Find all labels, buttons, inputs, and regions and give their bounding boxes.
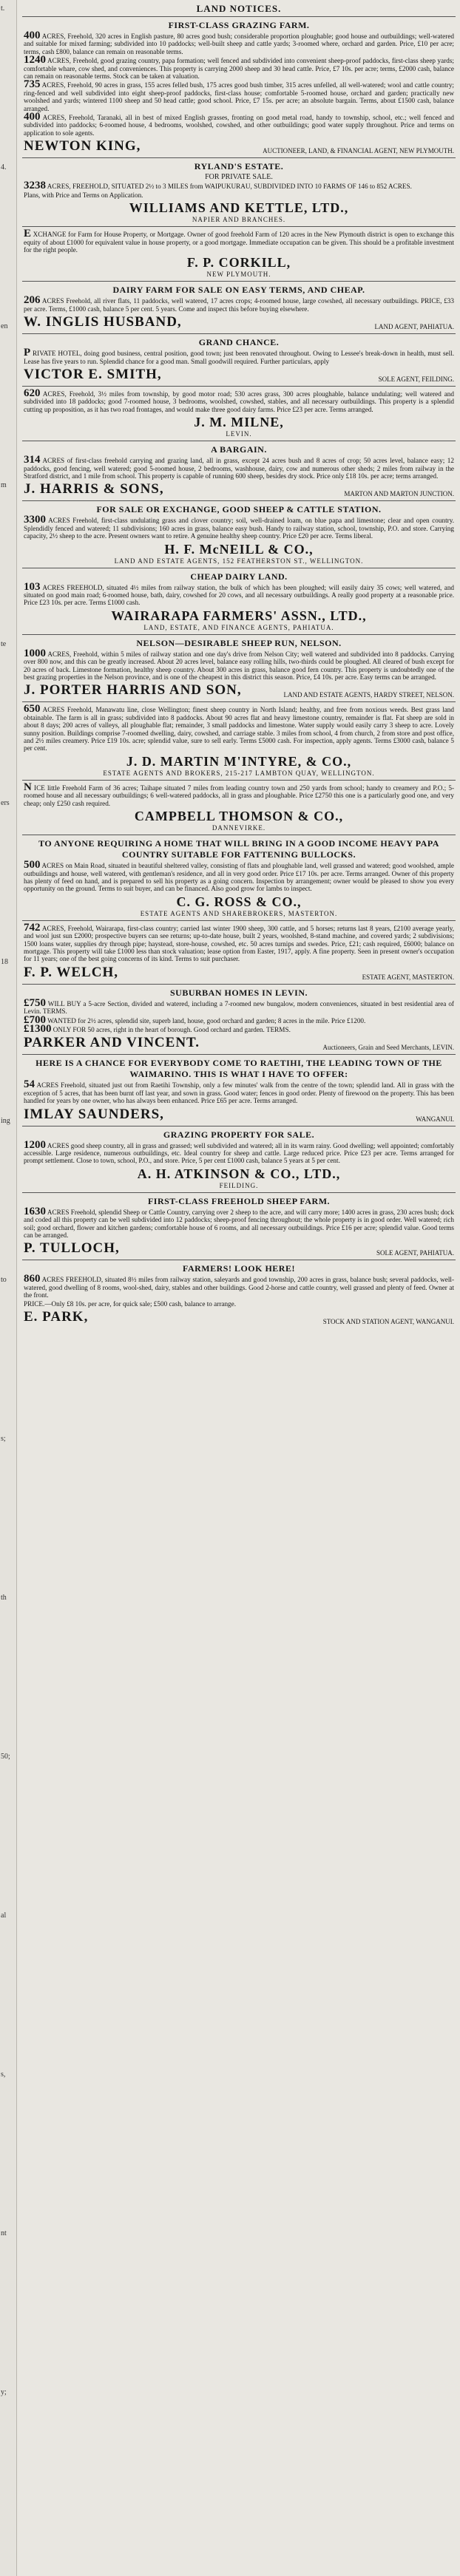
advertisement: [22, 500, 456, 567]
agent-signature: [24, 1035, 454, 1051]
ad-paragraph: [24, 705, 454, 752]
agent-name: J. HARRIS & SONS,: [24, 481, 164, 497]
advertisement: [22, 16, 456, 157]
agent-firm: J. D. MARTIN M'INTYRE, & CO.,: [126, 753, 352, 769]
adjacent-column-fragments: [0, 0, 17, 2576]
section-title: LAND NOTICES.: [196, 3, 282, 14]
agent-name: PARKER AND VINCENT.: [24, 1035, 200, 1051]
ad-heading: FIRST-CLASS FREEHOLD SHEEP FARM.: [147, 1195, 331, 1206]
advertisement: [22, 1054, 456, 1125]
ad-lead-figure: 1240: [24, 54, 46, 67]
advertisement: [22, 568, 456, 634]
ad-heading: HERE IS A CHANCE FOR EVERYBODY COME TO RAETIHI, THE LEADING TOWN OF THE WAIMARINO. THIS IS WHAT I HAVE TO OFFER:: [35, 1058, 442, 1080]
ad-body-text: ACRES Freehold, Manawatu line, close Wellington; finest sheep country in North Island; healthy, and free from noxious weeds. Best grass land obtainable. The farm is all in grass; subdivided into 8 paddocks. About 90 acres flat and heavy limestone country, remainder is flat. Fat sheep are sold in about 8 days; 200 acres of valleys, all ploughable flat; remainder, 3 small paddocks and limestone. Water supply would easily carry 3 sheep to acre. Lovely sunny position. Buildings comprise 7-roomed dwelling, dairy, cowshed, and carriage stable. 3 miles from school, 4 from church, 2 from store and post office, and 2½ miles creamery. Price £19 10s. acre; splendid value, sure to sell early. Terms £5000 cash. For inspection, apply agents. Terms £3000 cash, balance 5 per cent.: [24, 706, 454, 752]
ad-body-text: ACRES Freehold, splendid Sheep or Cattle Country, carrying over 2 sheep to the acre, and will carry more; 1400 acres in grass, 230 acres bush; dock and coded all this property can be well subdivided into 12 paddocks; sheep-proof fencing throughout; the whole property is in good order. Well watered; rich soil; good orchard, flower and kitchen gardens; comfortable house of 6 rooms, and all necessary outbuildings. Price £16 per acre; splendid value. Good terms can be arranged.: [24, 1208, 454, 1240]
ad-heading: A BARGAIN.: [211, 444, 267, 455]
agent-role: ESTATE AGENT, MASTERTON.: [362, 973, 454, 981]
ad-lead-figure: 103: [24, 580, 41, 593]
ad-paragraph: [24, 1300, 454, 1308]
ad-heading: DAIRY FARM FOR SALE ON EASY TERMS, AND CHEAP.: [112, 285, 365, 296]
ad-body-text: ACRES Freehold, first-class undulating grass and clover country; soil, well-drained loam, on blue papa and limestone; clear and open country. Splendidly fenced and watered; 11 subdivisions; 160 acres in grass, balance easy bush. Handy to railway station, school, township, P.O. and store. Carrying capacity, 2½ sheep to the acre. Present owners want to retire. A genuine healthy sheep country. Price £20 per acre. Terms liberal.: [24, 517, 454, 540]
ad-paragraph: [24, 56, 454, 80]
ad-body-text: ACRES Freehold, all river flats, 11 paddocks, well watered, 17 acres crops; 4-roomed house, large cowshed, all necessary outbuildings. PRICE, £33 per acre. Terms, £1000 cash, balance 5 per cent. 5 years. Come and inspect this before buying elsewhere.: [24, 297, 454, 313]
ad-paragraph: [24, 32, 454, 55]
ad-heading: RYLAND'S ESTATE.: [194, 161, 284, 172]
ad-heading: FOR SALE OR EXCHANGE, GOOD SHEEP & CATTLE STATION.: [96, 504, 382, 515]
ad-body-text: ACRES, Freehold, 320 acres in English pasture, 80 acres good bush; considerable proportion ploughable; good house and outbuildings; well-watered and suitable for mixed farming; subdivided into 10 paddocks; well-built sheep and cattle yards; 3-roomed where, orchard and garden. Price, £10 per acre; terms, cash £800, balance can remain on reasonable terms.: [24, 33, 454, 55]
agent-role: MARTON AND MARTON JUNCTION.: [344, 490, 454, 498]
agent-name: F. P. WELCH,: [24, 964, 118, 980]
agent-name: J. PORTER HARRIS AND SON,: [24, 682, 242, 699]
margin-fragment: ing: [1, 1117, 10, 1125]
agent-signature: [24, 682, 454, 699]
margin-fragment: t.: [1, 4, 5, 13]
ad-lead-figure: 620: [24, 387, 41, 399]
ad-body-text: ICE little Freehold Farm of 36 acres; Taihape situated 7 miles from leading country town and 250 yards from school; handy to creamery and P.O.; 5-roomed house and all necessary outbuildings; 6 well-watered paddocks, all in grass and ploughable. Price £2750 this one is a particularly good one, and very cheap; only £250 cash required.: [24, 784, 455, 807]
ad-paragraph: [24, 1275, 454, 1299]
agent-location: LAND, ESTATE, AND FINANCE AGENTS, PAHIATUA.: [143, 623, 334, 631]
agent-role: SOLE AGENT, FEILDING.: [378, 375, 454, 383]
agent-firm: WILLIAMS AND KETTLE, LTD.,: [129, 200, 349, 216]
agent-signature: [24, 367, 454, 383]
margin-fragment: to: [1, 1276, 7, 1284]
advertisement: [22, 441, 456, 500]
ad-body-text: WILL BUY a 5-acre Section, divided and watered, including a 7-roomed new bungalow, modern conveniences, situated in best residential area of Levin. TERMS.: [24, 999, 454, 1016]
ad-paragraph: [24, 113, 454, 137]
ad-body-text: ACRES, Freehold, 3½ miles from township, by good motor road; 530 acres grass, 300 acres ploughable, balance undulating; well watered and subdivided into 18 paddocks; good 7-roomed house, 3 bedrooms, woolshed, cowshed, stables, and all necessary outbuildings. This property is a splendid cutting up proposition, as it has two road frontages, and would make three good dairy farms. Price £23 per acre. Terms arranged.: [24, 390, 454, 413]
ad-body-text: ACRES, Freehold, Taranaki, all in best of mixed English grasses, fronting on good metal road, handy to township, school, etc.; well fenced and subdivided into paddocks; 6-roomed house, 4 bedrooms, woolshed, cowshed, and other outbuildings; good water supply throughout. Price and terms on application to sole agents.: [24, 114, 454, 137]
ad-paragraph: [24, 781, 455, 807]
ad-paragraph: [24, 230, 454, 254]
ad-body-text: PRICE.—Only £8 10s. per acre, for quick sale; £500 cash, balance to arrange.: [24, 1299, 237, 1308]
margin-fragment: en: [1, 322, 8, 330]
ad-paragraph: [24, 387, 454, 413]
ad-lead-figure: P: [24, 347, 31, 359]
agent-location: FEILDING.: [219, 1181, 259, 1189]
ad-heading: TO ANYONE REQUIRING A HOME THAT WILL BRING IN A GOOD INCOME HEAVY PAPA COUNTRY SUITABLE FOR FATTENING BULLOCKS.: [38, 838, 439, 860]
agent-location: ESTATE AGENTS AND BROKERS, 215-217 LAMBTON QUAY, WELLINGTON.: [103, 769, 375, 777]
ad-body-text: ACRES, FREEHOLD, SITUATED 2½ to 3 MILES from WAIPUKURAU, SUBDIVIDED INTO 10 FARMS OF 146 to 852 ACRES.: [47, 183, 412, 191]
ad-paragraph: [24, 647, 454, 682]
ad-body-text: ACRES, Freehold, 90 acres in grass, 155 acres felled bush, 175 acres good bush timber, 315 acres unfelled, all well-watered; wool and cattle country; ring-fenced and well subdivided into eight sheep-proof paddocks, first-class house; comfortable 5-roomed house, orchard and garden; practically new woolshed and yards; wintered 1100 sheep and 50 head cattle; good school. Price, £7 15s. per acre; an absolute bargain. Terms, about £1500 cash, balance arranged.: [24, 81, 454, 112]
agent-firm: WAIRARAPA FARMERS' ASSN., LTD.,: [111, 608, 367, 623]
agent-role: Auctioneers, Grain and Seed Merchants, LEVIN.: [322, 1044, 454, 1052]
agent-location: LAND AND ESTATE AGENTS, 152 FEATHERSTON ST., WELLINGTON.: [114, 557, 364, 565]
ad-body-text: ACRES FREEHOLD, situated 8½ miles from railway station, saleyards and good township, 200 acres in grass, balance bush; several paddocks, well-watered, good dwelling of 8 rooms, wool-shed, dairy, stables and other buildings. Good 2-horse and cattle country, well grassed and plenty of feed. Owner at the front.: [24, 1276, 454, 1299]
ad-paragraph: [24, 78, 454, 112]
ad-lead-figure: 735: [24, 78, 41, 91]
ad-paragraph: [24, 516, 454, 540]
ad-lead-figure: £750: [24, 996, 46, 1009]
ad-body-text: ACRES good sheep country, all in grass and grassed; well subdivided and watered; all in its warm rainy. Good dwelling; well appointed; comfortably accessible. Large residence, numerous outbuildings, etc. Ideal country for sheep and cattle. Large reduced price. Price £23 per acre. Terms arranged for prompt settlement. Close to town, school, P.O., and store. Price, 5 per cent £1000 cash, balance 5 years at 5 per cent.: [24, 1141, 454, 1165]
advertisement: [22, 701, 456, 779]
agent-firm: CAMPBELL THOMSON & CO.,: [134, 809, 344, 824]
agent-firm: H. F. McNEILL & CO.,: [164, 541, 314, 557]
advertisement-list: [22, 16, 456, 1328]
ad-paragraph: [24, 921, 454, 963]
agent-location: NEW PLYMOUTH.: [206, 271, 271, 279]
ad-heading: SUBURBAN HOMES IN LEVIN.: [169, 987, 308, 998]
ad-lead-figure: 206: [24, 294, 41, 307]
agent-location: LEVIN.: [226, 430, 252, 438]
advertisement: [22, 226, 456, 281]
ad-body-text: Plans, with Price and Terms on Application.: [24, 191, 143, 199]
margin-fragment: 18: [1, 958, 8, 966]
ad-lead-figure: £700: [24, 1013, 46, 1026]
agent-location: NAPIER AND BRANCHES.: [192, 216, 286, 224]
agent-role: WANGANUI.: [416, 1115, 454, 1123]
agent-firm: A. H. ATKINSON & CO., LTD.,: [137, 1166, 341, 1181]
ad-paragraph: [24, 456, 454, 480]
ad-paragraph: [24, 1013, 454, 1026]
ad-paragraph: [24, 1022, 454, 1035]
agent-role: STOCK AND STATION AGENT, WANGANUI.: [322, 1318, 454, 1326]
margin-fragment: th: [1, 1594, 7, 1602]
ad-body-text: ACRES, Freehold, Wairarapa, first-class country; carried last winter 1900 sheep, 300 cattle, and 5 horses; returns last 8 years, £2100 average yearly, and wool just sun £2000; prospective buyers can see returns; up-to-date house, built 2 years, woolshed, 8-stand machine, and covered yards; 2 subdivisions; 1500 loans water, supplies dry through pipe; haystead, store-house, cowshed, etc. 50 acres turnips and swedes. Price, £21; cash required, £6000; balance on mortgage. This property will take £1000 less than stock valuation; lease option from Easter, 1917, apply. A fine property. Seen in present owner's occupation for 11 years; one of the best going concerns of its kind. Terms to suit purchaser.: [24, 924, 454, 963]
agent-signature: [24, 1240, 454, 1257]
agent-location: DANNEVIRKE.: [212, 824, 266, 832]
advertisement: [22, 1192, 456, 1260]
ad-paragraph: [24, 296, 454, 313]
margin-fragment: nt: [1, 2229, 7, 2237]
ad-body-text: XCHANGE for Farm for House Property, or Mortgage. Owner of good freehold Farm of 120 acres in the New Plymouth district is open to exchange this equity of about £1000 for equivalent value in house property, or a good mortgage. Immediate occupation can be given. This should be a profitable investment for the right people.: [24, 231, 455, 254]
ad-heading: FIRST-CLASS GRAZING FARM.: [168, 20, 310, 30]
ad-lead-figure: 1200: [24, 1138, 46, 1151]
margin-fragment: s,: [1, 2070, 6, 2079]
agent-role: LAND AND ESTATE AGENTS, HARDY STREET, NELSON.: [283, 691, 454, 699]
agent-role: AUCTIONEER, LAND, & FINANCIAL AGENT, NEW PLYMOUTH.: [263, 147, 454, 155]
ad-lead-figure: 742: [24, 921, 41, 934]
agent-role: SOLE AGENT, PAHIATUA.: [376, 1249, 454, 1257]
advertisement: [22, 634, 456, 702]
ad-heading: CHEAP DAIRY LAND.: [190, 571, 288, 582]
ad-body-text: ACRES on Main Road, situated in beautiful sheltered valley, consisting of flats and ploughable land, well grassed and watered; good woolshed, ample outbuildings and house, well watered, with gentleman's residence, and all in very good order. Price £17 10s. per acre. Terms arranged. Owner of this property has plenty of feed on hand, and is prepared to sell his property as a going concern. Inspection by arrangement; owner would be pleased to show you every opportunity on the ground. Terms to suit buyer, and can be financed. Also good grow for lambs to inspect.: [24, 862, 455, 893]
ad-paragraph: [24, 1078, 454, 1105]
ad-lead-figure: 860: [24, 1273, 41, 1285]
ad-lead-figure: 1630: [24, 1205, 46, 1217]
advertisement: [22, 1126, 456, 1192]
agent-signature: [24, 1309, 454, 1325]
advertisement: [22, 920, 456, 984]
ad-lead-figure: 500: [24, 859, 41, 871]
agent-role: LAND AGENT, PAHIATUA.: [374, 323, 454, 331]
agent-name: IMLAY SAUNDERS,: [24, 1106, 164, 1122]
advertisement: [22, 780, 456, 835]
ad-heading: GRAZING PROPERTY FOR SALE.: [163, 1129, 315, 1140]
agent-signature: [24, 481, 454, 497]
agent-signature: [24, 1107, 454, 1123]
advertisement: [22, 835, 456, 920]
ad-paragraph: [24, 349, 454, 365]
agent-name: P. TULLOCH,: [24, 1240, 120, 1257]
agent-name: E. PARK,: [24, 1309, 89, 1325]
ad-lead-figure: 314: [24, 454, 41, 466]
ad-paragraph: [24, 1205, 454, 1240]
agent-name: W. INGLIS HUSBAND,: [24, 314, 182, 330]
ad-heading: NELSON—DESIRABLE SHEEP RUN, NELSON.: [136, 637, 342, 648]
agent-firm: F. P. CORKILL,: [186, 255, 291, 271]
ad-lead-figure: 3300: [24, 514, 46, 526]
ad-lead-figure: 54: [24, 1078, 35, 1091]
agent-firm: J. M. MILNE,: [194, 415, 284, 430]
margin-fragment: te: [1, 640, 7, 648]
ad-lead-figure: 1000: [24, 647, 46, 659]
ad-body-text: ACRES of first-class freehold carrying and grazing land, all in grass, except 24 acres bush and 8 acres of crop; 50 acres level, balance easy; 12 paddocks, good fencing, well watered; good 5-roomed house, 2 bedrooms, washhouse, dairy, cow and numerous other sheds; 2 miles from railway in the Stratford district, and 1 mile from school. This property is capable of running 600 sheep, besides dry stock. Price only £18 10s. per acre; terms arranged.: [24, 457, 454, 480]
agent-firm: C. G. ROSS & CO.,: [176, 894, 302, 909]
ad-body-text: ACRES Freehold, situated just out from Raetihi Township, only a few minutes' walk from the centre of the town; splendid land. All in grass with the exception of 5 acres, that has been burnt off last year, and sown in grass. Good water; fences in good order. Plenty of firewood on the property. This has been handled for years by one owner, who has always been enhanced. Price £65 per acre. Terms arranged.: [24, 1081, 454, 1105]
advertisement: [22, 386, 456, 441]
ad-paragraph: [24, 580, 455, 607]
advertisement: [22, 333, 456, 386]
ad-lead-figure: 400: [24, 30, 41, 41]
ad-heading: GRAND CHANCE.: [198, 337, 280, 348]
ad-paragraph: [24, 861, 454, 893]
margin-fragment: 4.: [1, 163, 7, 171]
ad-lead-figure: 3238: [24, 180, 46, 192]
ad-subheading: FOR PRIVATE SALE.: [205, 173, 273, 182]
ad-lead-figure: £1300: [24, 1022, 52, 1035]
ad-paragraph: [24, 996, 454, 1016]
ad-body-text: ACRES, Freehold, within 5 miles of railway station and one day's drive from Nelson City; well watered and subdivided into 8 paddocks. Carrying over 800 now, and this can be greatly increased. About 20 acres level, balance easy rolling hills, two-thirds could be ploughed. All cleared of bush except for 20 acres of back. Limestone formation, healthy sheep country. About 300 acres in grass, balance good fern country. This property is undoubtedly one of the best grazing properties in the Nelson province, and is one of the cheapest in this district this season. Price, £4 10s. per acre. Easy terms can be arranged.: [24, 650, 454, 682]
agent-location: ESTATE AGENTS AND SHAREBROKERS, MASTERTON.: [140, 909, 338, 917]
ad-lead-figure: N: [24, 781, 32, 793]
ad-body-text: RIVATE HOTEL, doing good business, central position, good town; just been renovated throughout. Owing to Lessee's break-down in health, must sell. Lease has five years to run. Splendid chance for a good man. Small goodwill required. Further particulars, apply: [24, 350, 455, 365]
ad-lead-figure: 650: [24, 703, 41, 716]
land-notices-column: [22, 0, 456, 2576]
advertisement: [22, 281, 456, 333]
advertisement: [22, 157, 456, 226]
agent-name: NEWTON KING,: [24, 138, 141, 154]
margin-fragment: 50;: [1, 1753, 10, 1761]
ad-heading: FARMERS! LOOK HERE!: [183, 1263, 295, 1274]
ad-paragraph: [24, 1138, 454, 1165]
ad-lead-figure: 400: [24, 111, 41, 123]
agent-signature: [24, 314, 454, 330]
advertisement: [22, 984, 456, 1055]
ad-paragraph: [24, 191, 454, 199]
margin-fragment: s;: [1, 1435, 6, 1443]
ad-paragraph: [24, 182, 454, 190]
ad-body-text: ACRES FREEHOLD, situated 4½ miles from railway station, the bulk of which has been ploughed; will easily dairy 35 cows; well watered, and situated on good main road; 6-roomed house, bath, dairy, cowshed for 20 cows, and all necessary outbuildings. A really good property at a reasonable price. Price £23 10s. per acre. Terms £1000 cash.: [24, 583, 455, 607]
ad-body-text: ACRES, Freehold, good grazing country, papa formation; well fenced and subdivided into convenient sheep-proof paddocks, first-class sheep yards; comfortable whare, cow shed, and conveniences. This property is carrying 2000 sheep and 30 head cattle. Price, £7 10s. per acre; terms, £2000 cash, balance can remain on reasonable terms. Stock can be taken at valuation.: [24, 57, 454, 81]
agent-signature: [24, 138, 454, 154]
margin-fragment: al: [1, 1911, 7, 1920]
agent-name: VICTOR E. SMITH,: [24, 366, 162, 382]
ad-lead-figure: E: [24, 228, 32, 240]
advertisement: [22, 1260, 456, 1328]
margin-fragment: m: [1, 481, 7, 489]
margin-fragment: y;: [1, 2388, 7, 2396]
agent-signature: [24, 965, 454, 981]
ad-body-text: ONLY FOR 50 acres, right in the heart of borough. Good orchard and garden. TERMS.: [53, 1025, 291, 1033]
ad-body-text: WANTED for 2½ acres, splendid site, superb land, house, good orchard and garden; 8 acres in the mile. Price £1200.: [47, 1016, 366, 1024]
margin-fragment: ers: [1, 799, 10, 807]
